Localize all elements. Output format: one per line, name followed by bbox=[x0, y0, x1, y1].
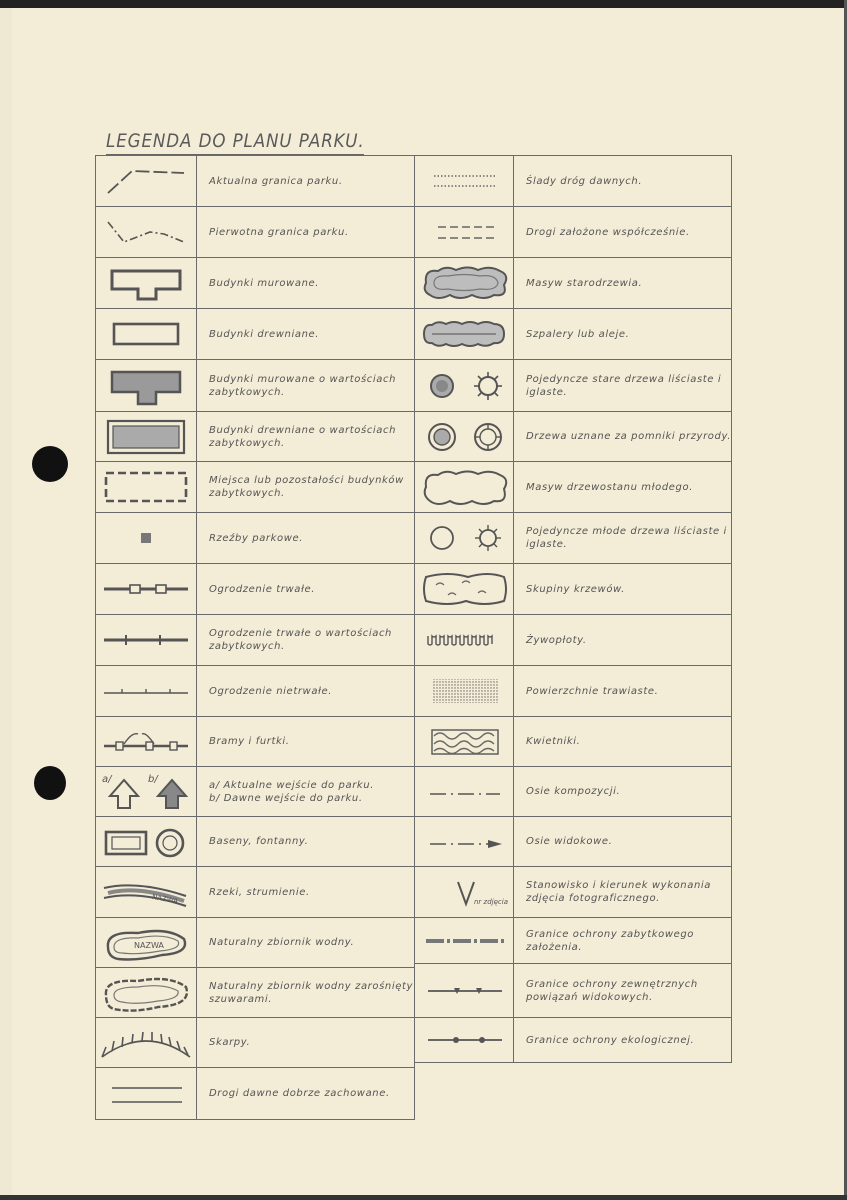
hedge-icon bbox=[415, 615, 514, 666]
monument-tree-icon bbox=[415, 412, 514, 462]
old-road-icon bbox=[96, 1068, 197, 1120]
permanent-fence-icon bbox=[96, 564, 197, 615]
legend-row bbox=[96, 918, 415, 968]
legend-row bbox=[415, 156, 732, 207]
pond-name-label: NAZWA bbox=[134, 940, 164, 950]
legend-text: Ślady dróg dawnych. bbox=[514, 156, 732, 207]
overgrown-pond-icon bbox=[96, 968, 197, 1018]
legend-row bbox=[96, 207, 415, 258]
legend-row bbox=[415, 258, 732, 309]
masonry-building-icon bbox=[96, 258, 197, 309]
legend-text: Szpalery lub aleje. bbox=[514, 309, 732, 360]
legend-text: Drogi założone współcześnie. bbox=[514, 207, 732, 258]
legend-row bbox=[96, 513, 415, 564]
punch-hole bbox=[34, 766, 66, 800]
legend-row bbox=[96, 615, 415, 666]
single-young-tree-icon bbox=[415, 513, 514, 564]
legend-row bbox=[96, 564, 415, 615]
legend-row bbox=[96, 360, 415, 412]
legend-row bbox=[96, 968, 415, 1018]
historic-masonry-building-icon bbox=[96, 360, 197, 412]
photo-number-label: nr zdjęcia bbox=[474, 898, 508, 906]
legend-text: Skupiny krzewów. bbox=[514, 564, 732, 615]
view-axis-icon bbox=[415, 817, 514, 867]
legend-text: Masyw starodrzewia. bbox=[514, 258, 732, 309]
legend-text: Pojedyncze stare drzewa liściaste i iglaste. bbox=[514, 360, 732, 412]
legend-text: Granice ochrony zewnętrznych powiązań widokowych. bbox=[514, 964, 732, 1018]
legend-row bbox=[415, 207, 732, 258]
legend-text: Ogrodzenie trwałe. bbox=[197, 564, 415, 615]
wooden-building-icon bbox=[96, 309, 197, 360]
single-old-tree-icon bbox=[415, 360, 514, 412]
legend-row bbox=[415, 717, 732, 767]
legend-text: a/ Aktualne wejście do parku. b/ Dawne wejście do parku. bbox=[197, 767, 415, 817]
legend-text: Osie widokowe. bbox=[514, 817, 732, 867]
legend-row bbox=[415, 564, 732, 615]
legend-text: Masyw drzewostanu młodego. bbox=[514, 462, 732, 513]
legend-row bbox=[415, 615, 732, 666]
legend-table-left bbox=[95, 155, 415, 1120]
legend-text: Budynki murowane o wartościach zabytkowych. bbox=[197, 360, 415, 412]
legend-text: Powierzchnie trawiaste. bbox=[514, 666, 732, 717]
escarpment-icon bbox=[96, 1018, 197, 1068]
label-a: a/ bbox=[102, 773, 112, 785]
entrance-arrows-icon bbox=[96, 767, 197, 817]
legend-text: Baseny, fontanny. bbox=[197, 817, 415, 867]
legend-text: Drogi dawne dobrze zachowane. bbox=[197, 1068, 415, 1120]
legend-row bbox=[415, 666, 732, 717]
legend-row bbox=[96, 156, 415, 207]
legend-text: Budynki drewniane. bbox=[197, 309, 415, 360]
legend-row bbox=[96, 817, 415, 867]
gate-icon bbox=[96, 717, 197, 767]
legend-text: Ogrodzenie nietrwałe. bbox=[197, 666, 415, 717]
legend-text: Stanowisko i kierunek wykonania zdjęcia fotograficznego. bbox=[514, 867, 732, 918]
legend-text: Aktualna granica parku. bbox=[197, 156, 415, 207]
scan-top-edge bbox=[0, 0, 847, 8]
legend-row bbox=[96, 1018, 415, 1068]
flowerbed-icon bbox=[415, 717, 514, 767]
composition-axis-icon bbox=[415, 767, 514, 817]
legend-row bbox=[96, 867, 415, 918]
legend-row bbox=[415, 918, 732, 964]
river-icon bbox=[96, 867, 197, 918]
current-boundary-icon bbox=[96, 156, 197, 207]
temporary-fence-icon bbox=[96, 666, 197, 717]
legend-text: Miejsca lub pozostałości budynków zabytkowych. bbox=[197, 462, 415, 513]
legend-row bbox=[415, 513, 732, 564]
legend-text: Ogrodzenie trwałe o wartościach zabytkowych. bbox=[197, 615, 415, 666]
legend-text: Skarpy. bbox=[197, 1018, 415, 1068]
legend-text: Żywopłoty. bbox=[514, 615, 732, 666]
legend-text: Pierwotna granica parku. bbox=[197, 207, 415, 258]
legend-row bbox=[415, 767, 732, 817]
old-tree-mass-icon bbox=[415, 258, 514, 309]
legend-text: Drzewa uznane za pomniki przyrody. bbox=[514, 412, 732, 462]
historic-fence-icon bbox=[96, 615, 197, 666]
legend-text: Rzeki, strumienie. bbox=[197, 867, 415, 918]
photo-point-icon bbox=[415, 867, 514, 918]
legend-text: Budynki murowane. bbox=[197, 258, 415, 309]
river-name-label: NAZWA bbox=[151, 893, 179, 906]
view-protection-icon bbox=[415, 964, 514, 1018]
legend-row bbox=[96, 666, 415, 717]
legend-text: Granice ochrony ekologicznej. bbox=[514, 1018, 732, 1063]
legend-table-right bbox=[414, 155, 732, 1063]
ecological-protection-icon bbox=[415, 1018, 514, 1063]
scan-bottom-edge bbox=[0, 1195, 847, 1200]
original-boundary-icon bbox=[96, 207, 197, 258]
legend-row bbox=[415, 1018, 732, 1063]
young-tree-mass-icon bbox=[415, 462, 514, 513]
legend-row bbox=[415, 412, 732, 462]
shrub-group-icon bbox=[415, 564, 514, 615]
legend-row bbox=[96, 258, 415, 309]
old-road-traces-icon bbox=[415, 156, 514, 207]
label-b: b/ bbox=[148, 773, 158, 785]
building-remains-icon bbox=[96, 462, 197, 513]
legend-text: Osie kompozycji. bbox=[514, 767, 732, 817]
pool-fountain-icon bbox=[96, 817, 197, 867]
legend-row bbox=[96, 767, 415, 817]
legend-text: Rzeźby parkowe. bbox=[197, 513, 415, 564]
legend-row bbox=[96, 309, 415, 360]
legend-text: Naturalny zbiornik wodny zarośnięty szuwarami. bbox=[197, 968, 415, 1018]
legend-text: Naturalny zbiornik wodny. bbox=[197, 918, 415, 968]
legend-text: Bramy i furtki. bbox=[197, 717, 415, 767]
legend-text: Granice ochrony zabytkowego założenia. bbox=[514, 918, 732, 964]
sculpture-icon bbox=[96, 513, 197, 564]
legend-row bbox=[415, 462, 732, 513]
legend-row bbox=[415, 867, 732, 918]
heritage-protection-icon bbox=[415, 918, 514, 964]
legend-row bbox=[96, 462, 415, 513]
historic-wooden-building-icon bbox=[96, 412, 197, 462]
pond-icon bbox=[96, 918, 197, 968]
legend-text: Pojedyncze młode drzewa liściaste i iglaste. bbox=[514, 513, 732, 564]
punch-hole bbox=[32, 446, 68, 482]
legend-row bbox=[96, 1068, 415, 1120]
legend-row bbox=[96, 412, 415, 462]
legend-text: Budynki drewniane o wartościach zabytkowych. bbox=[197, 412, 415, 462]
tree-rows-icon bbox=[415, 309, 514, 360]
legend-title: LEGENDA DO PLANU PARKU. bbox=[106, 130, 365, 152]
legend-row bbox=[415, 360, 732, 412]
legend-row bbox=[415, 964, 732, 1018]
grass-surface-icon bbox=[415, 666, 514, 717]
legend-row bbox=[415, 817, 732, 867]
legend-row bbox=[415, 309, 732, 360]
modern-road-icon bbox=[415, 207, 514, 258]
legend-row bbox=[96, 717, 415, 767]
legend-text: Kwietniki. bbox=[514, 717, 732, 767]
